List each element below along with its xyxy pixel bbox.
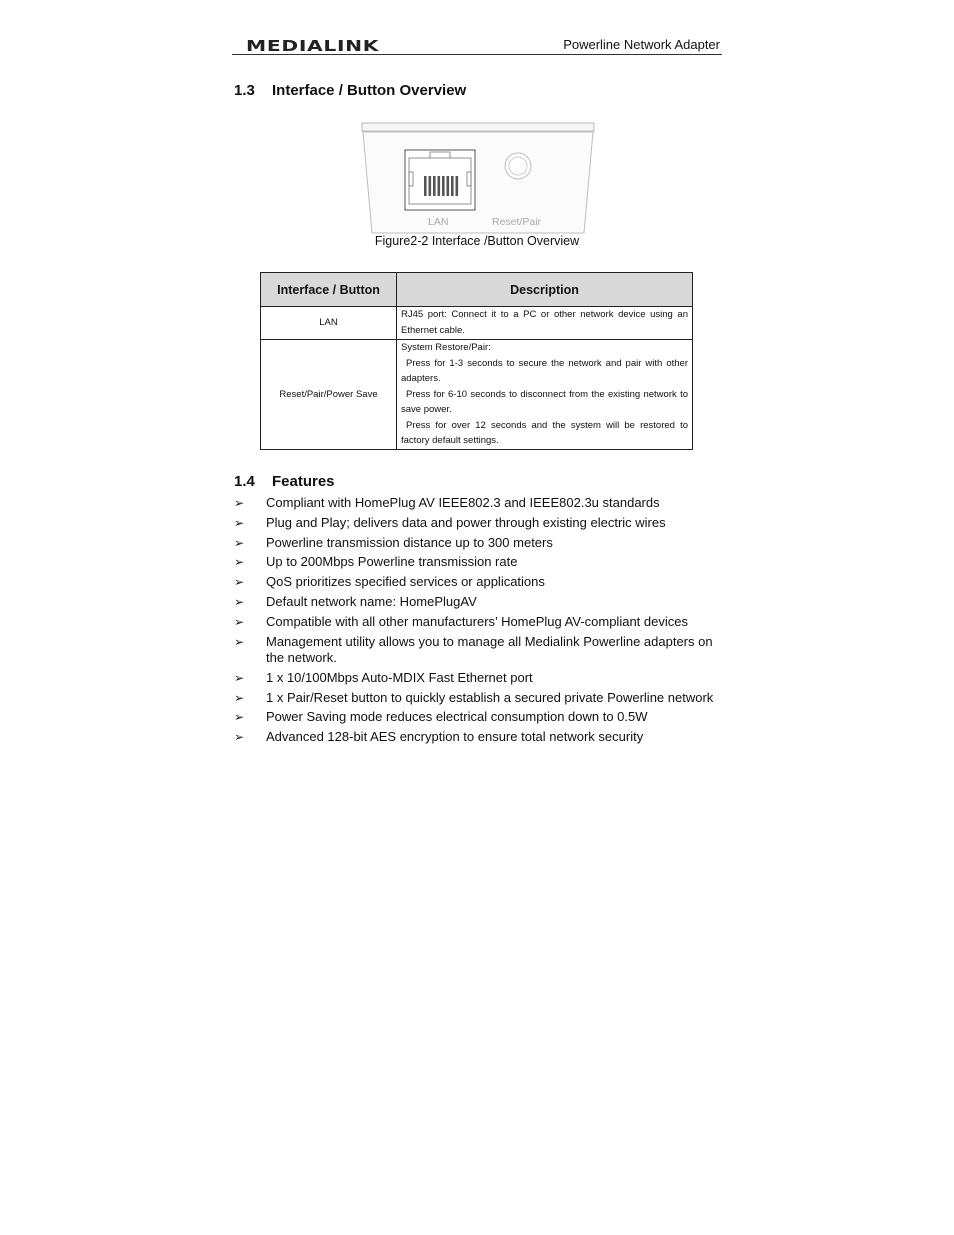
list-item bbox=[234, 535, 724, 552]
column-header: Description bbox=[397, 273, 693, 307]
reset-pair-button-icon bbox=[505, 153, 531, 179]
list-item bbox=[234, 574, 724, 591]
description-line: RJ45 port: Connect it to a PC or other network device using an Ethernet cable. bbox=[401, 309, 688, 336]
interface-name-cell: LAN bbox=[261, 307, 397, 340]
feature-text: Management utility allows you to manage all Medialink Powerline adapters on the network. bbox=[266, 633, 713, 666]
list-item bbox=[234, 634, 724, 667]
list-item bbox=[234, 614, 724, 631]
feature-text: Advanced 128-bit AES encryption to ensure total network security bbox=[266, 729, 644, 745]
list-item bbox=[234, 670, 724, 687]
section-title: Features bbox=[272, 473, 335, 490]
arrow-bullet-icon: ➢ bbox=[234, 515, 245, 530]
section-number: 1.4 bbox=[234, 473, 255, 490]
feature-text: Plug and Play; delivers data and power through existing electric wires bbox=[266, 514, 666, 530]
feature-text: Compliant with HomePlug AV IEEE802.3 and IEEE802.3u standards bbox=[266, 495, 660, 510]
interface-button-table bbox=[260, 272, 693, 450]
list-item bbox=[234, 729, 724, 746]
description-line: System Restore/Pair: bbox=[401, 342, 491, 353]
figure-caption: Figure2-2 Interface /Button Overview bbox=[374, 234, 580, 248]
arrow-bullet-icon: ➢ bbox=[234, 575, 245, 590]
description-cell bbox=[397, 340, 693, 450]
section-heading-features bbox=[234, 473, 335, 490]
feature-text: Powerline transmission distance up to 300 meters bbox=[266, 534, 553, 550]
arrow-bullet-icon: ➢ bbox=[234, 690, 245, 705]
feature-text: QoS prioritizes specified services or applications bbox=[266, 574, 545, 590]
port-label-reset-pair: Reset/Pair bbox=[492, 216, 542, 228]
table-row bbox=[261, 340, 693, 450]
port-label-lan: LAN bbox=[428, 216, 449, 228]
feature-text: 1 x Pair/Reset button to quickly establish a secured private Powerline network bbox=[266, 689, 714, 705]
feature-text: Up to 200Mbps Powerline transmission rate bbox=[266, 554, 518, 570]
table-header-row bbox=[261, 273, 693, 307]
feature-text: Power Saving mode reduces electrical consumption down to 0.5W bbox=[266, 709, 648, 725]
list-item bbox=[234, 554, 724, 571]
arrow-bullet-icon: ➢ bbox=[234, 594, 245, 609]
description-line: Press for 6-10 seconds to disconnect from the existing network to save power. bbox=[401, 388, 688, 415]
arrow-bullet-icon: ➢ bbox=[234, 710, 245, 725]
feature-text: Compatible with all other manufacturers’ HomePlug AV-compliant devices bbox=[266, 613, 688, 629]
arrow-bullet-icon: ➢ bbox=[234, 555, 245, 570]
feature-text: 1 x 10/100Mbps Auto-MDIX Fast Ethernet port bbox=[266, 669, 533, 685]
section-heading-interface bbox=[234, 82, 466, 99]
description-line: Press for over 12 seconds and the system will be restored to factory default settings. bbox=[401, 419, 688, 446]
arrow-bullet-icon: ➢ bbox=[234, 670, 245, 685]
device-interface-illustration bbox=[360, 121, 596, 235]
interface-name-cell: Reset/Pair/Power Save bbox=[261, 340, 397, 450]
description-cell bbox=[397, 307, 693, 340]
list-item bbox=[234, 690, 724, 707]
arrow-bullet-icon: ➢ bbox=[234, 535, 245, 550]
page-header bbox=[232, 36, 722, 55]
header-title: Powerline Network Adapter bbox=[563, 37, 720, 52]
section-number: 1.3 bbox=[234, 82, 255, 99]
feature-text: Default network name: HomePlugAV bbox=[266, 593, 477, 609]
arrow-bullet-icon: ➢ bbox=[234, 614, 245, 629]
column-header: Interface / Button bbox=[261, 273, 397, 307]
section-title: Interface / Button Overview bbox=[272, 82, 467, 99]
arrow-bullet-icon: ➢ bbox=[234, 634, 245, 649]
list-item bbox=[234, 495, 724, 512]
table-row bbox=[261, 307, 693, 340]
rj45-port-icon bbox=[405, 150, 475, 210]
list-item bbox=[234, 594, 724, 611]
arrow-bullet-icon: ➢ bbox=[234, 730, 245, 745]
list-item bbox=[234, 709, 724, 726]
description-line: Press for 1-3 seconds to secure the network and pair with other adapters. bbox=[401, 357, 688, 384]
arrow-bullet-icon: ➢ bbox=[234, 496, 245, 510]
list-item bbox=[234, 515, 724, 532]
features-list bbox=[234, 495, 724, 749]
medialink-logo: MEDIALINK bbox=[246, 37, 380, 55]
